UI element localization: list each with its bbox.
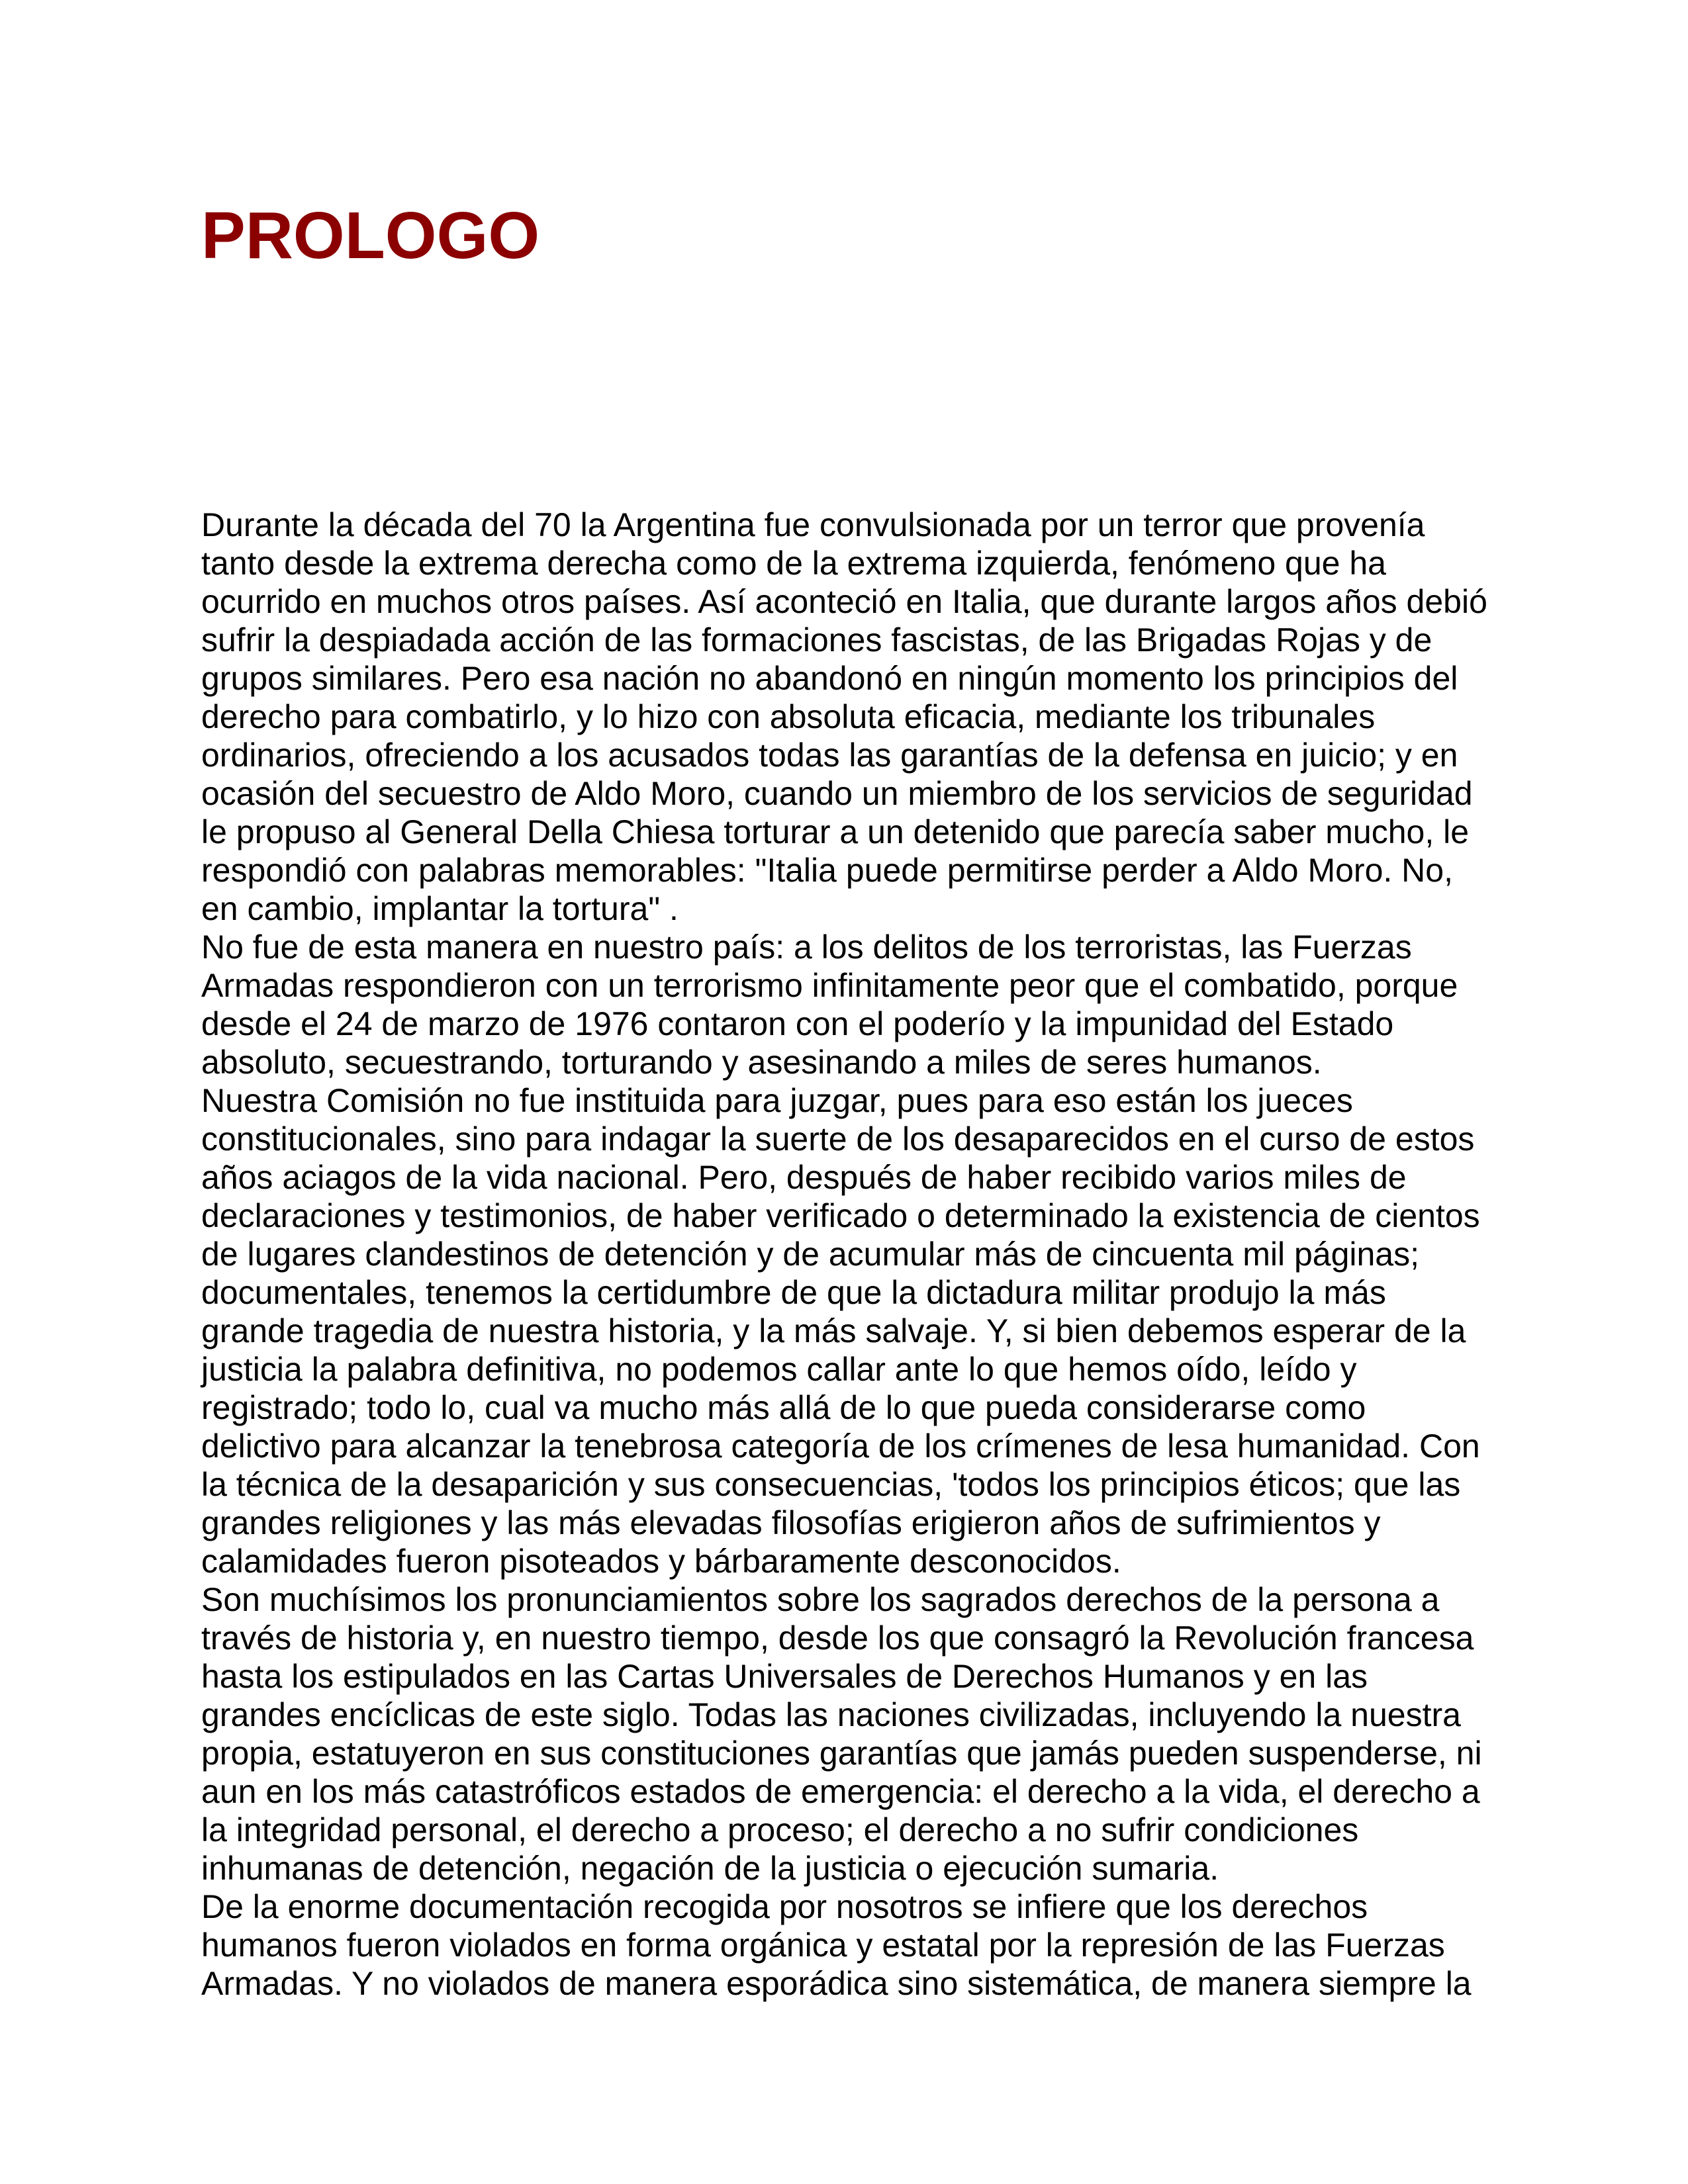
text-line: tanto desde la extrema derecha como de la extrema izquierda, fenómeno que ha bbox=[201, 545, 1386, 582]
text-line: justicia la palabra definitiva, no podemos callar ante lo que hemos oído, leído y bbox=[201, 1351, 1357, 1388]
text-line: Son muchísimos los pronunciamientos sobre los sagrados derechos de la persona a bbox=[201, 1581, 1440, 1618]
text-line: ocurrido en muchos otros países. Así aconteció en Italia, que durante largos años debió bbox=[201, 583, 1487, 620]
text-line: documentales, tenemos la certidumbre de que la dictadura militar produjo la más bbox=[201, 1274, 1386, 1311]
text-line: grandes religiones y las más elevadas filosofías erigieron años de sufrimientos y bbox=[201, 1504, 1381, 1541]
text-line: absoluto, secuestrando, torturando y asesinando a miles de seres humanos. bbox=[201, 1044, 1322, 1081]
text-line: la técnica de la desaparición y sus consecuencias, 'todos los principios éticos; que las bbox=[201, 1466, 1461, 1503]
text-line: Armadas. Y no violados de manera esporádica sino sistemática, de manera siempre la bbox=[201, 1965, 1472, 2002]
text-line: respondió con palabras memorables: "Italia puede permitirse perder a Aldo Moro. No, bbox=[201, 852, 1453, 889]
text-line: De la enorme documentación recogida por nosotros se infiere que los derechos bbox=[201, 1888, 1368, 1925]
text-line: humanos fueron violados en forma orgánica y estatal por la represión de las Fuerzas bbox=[201, 1927, 1445, 1964]
text-line: constitucionales, sino para indagar la suerte de los desaparecidos en el curso de estos bbox=[201, 1120, 1475, 1158]
text-line: de lugares clandestinos de detención y de acumular más de cincuenta mil páginas; bbox=[201, 1236, 1419, 1273]
text-line: propia, estatuyeron en sus constituciones garantías que jamás pueden suspenderse, ni bbox=[201, 1735, 1482, 1772]
text-line: años aciagos de la vida nacional. Pero, después de haber recibido varios miles de bbox=[201, 1159, 1407, 1196]
text-line: le propuso al General Della Chiesa torturar a un detenido que parecía saber mucho, le bbox=[201, 813, 1470, 850]
text-line: grandes encíclicas de este siglo. Todas las naciones civilizadas, incluyendo la nuestra bbox=[201, 1696, 1461, 1733]
text-line: aun en los más catastróficos estados de emergencia: el derecho a la vida, el derecho a bbox=[201, 1773, 1480, 1810]
text-line: Nuestra Comisión no fue instituida para juzgar, pues para eso están los jueces bbox=[201, 1082, 1353, 1119]
text-line: calamidades fueron pisoteados y bárbaramente desconocidos. bbox=[201, 1543, 1121, 1580]
text-line: grupos similares. Pero esa nación no abandonó en ningún momento los principios del bbox=[201, 660, 1458, 697]
text-line: sufrir la despiadada acción de las formaciones fascistas, de las Brigadas Rojas y de bbox=[201, 621, 1432, 659]
text-line: derecho para combatirlo, y lo hizo con absoluta eficacia, mediante los tribunales bbox=[201, 698, 1376, 735]
text-line: delictivo para alcanzar la tenebrosa categoría de los crímenes de lesa humanidad. Con bbox=[201, 1428, 1480, 1465]
body-text bbox=[201, 506, 1538, 2003]
text-line: Armadas respondieron con un terrorismo infinitamente peor que el combatido, porque bbox=[201, 967, 1458, 1004]
text-line: través de historia y, en nuestro tiempo, desde los que consagró la Revolución francesa bbox=[201, 1619, 1474, 1657]
text-line: ocasión del secuestro de Aldo Moro, cuando un miembro de los servicios de seguridad bbox=[201, 775, 1473, 812]
text-line: la integridad personal, el derecho a proceso; el derecho a no sufrir condiciones bbox=[201, 1811, 1359, 1848]
text-line: grande tragedia de nuestra historia, y la más salvaje. Y, si bien debemos esperar de la bbox=[201, 1312, 1466, 1349]
text-line: inhumanas de detención, negación de la justicia o ejecución sumaria. bbox=[201, 1850, 1219, 1887]
text-line: hasta los estipulados en las Cartas Universales de Derechos Humanos y en las bbox=[201, 1658, 1368, 1695]
page-title: PROLOGO bbox=[201, 199, 540, 273]
text-line: Durante la década del 70 la Argentina fue convulsionada por un terror que provenía bbox=[201, 506, 1425, 543]
text-line: registrado; todo lo, cual va mucho más allá de lo que pueda considerarse como bbox=[201, 1389, 1366, 1426]
text-line: ordinarios, ofreciendo a los acusados todas las garantías de la defensa en juicio; y en bbox=[201, 737, 1458, 774]
text-line: declaraciones y testimonios, de haber verificado o determinado la existencia de cientos bbox=[201, 1197, 1480, 1234]
text-line: No fue de esta manera en nuestro país: a los delitos de los terroristas, las Fuerzas bbox=[201, 929, 1412, 966]
text-line: en cambio, implantar la tortura" . bbox=[201, 890, 679, 927]
text-line: desde el 24 de marzo de 1976 contaron con el poderío y la impunidad del Estado bbox=[201, 1005, 1394, 1042]
